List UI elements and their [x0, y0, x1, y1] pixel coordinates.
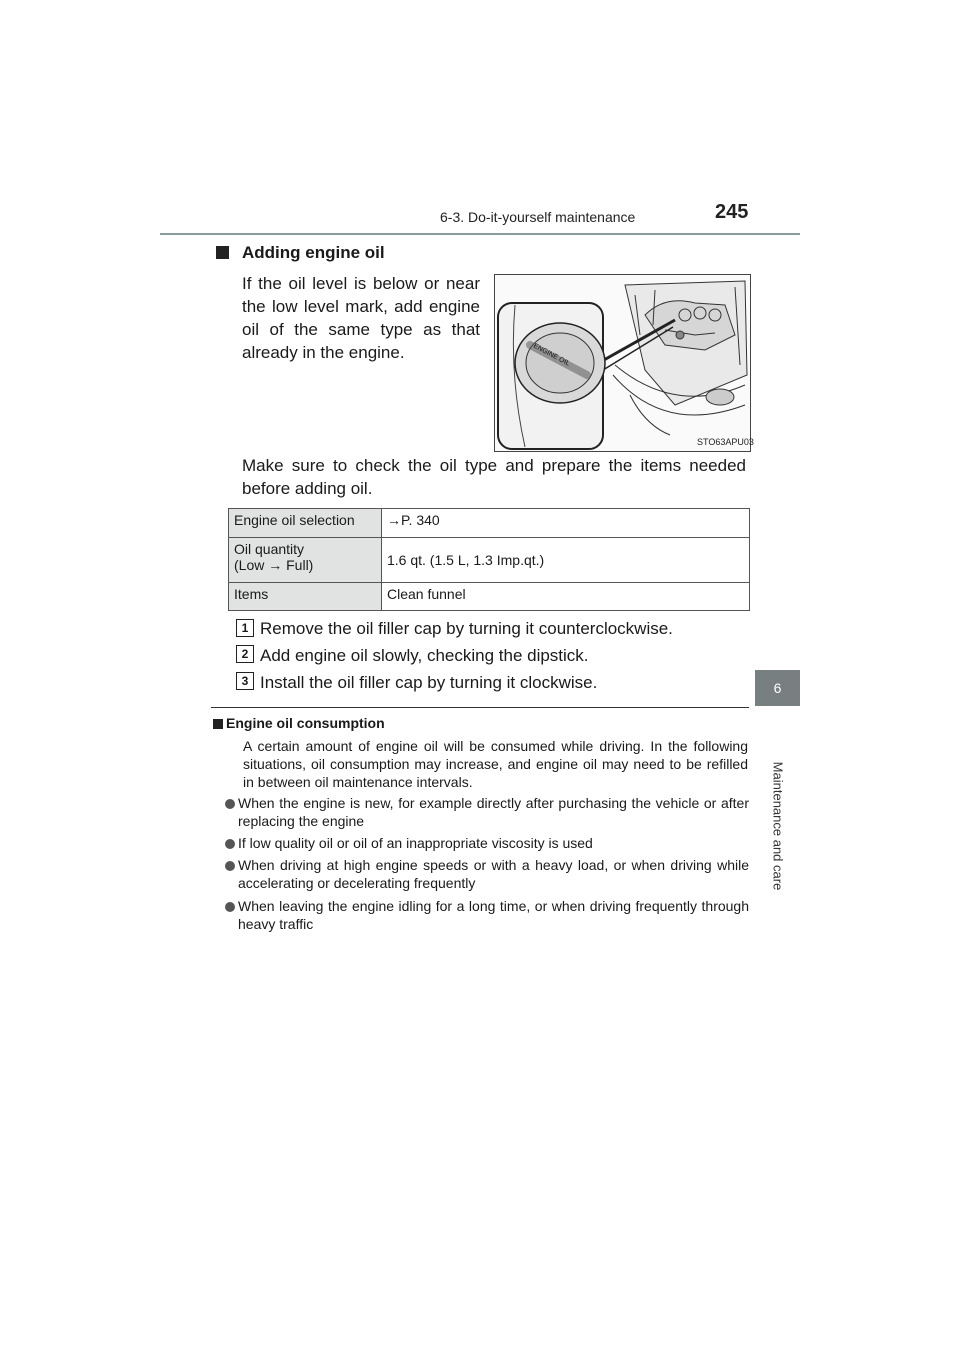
oil-spec-table [228, 508, 750, 611]
table-value: Clean funnel [382, 583, 750, 611]
table-row [229, 509, 750, 538]
table-value: →P. 340 [382, 509, 750, 538]
chapter-tab-label [755, 706, 800, 946]
note-square-bullet [213, 719, 223, 729]
step-number-box: 1 [236, 619, 254, 637]
chapter-number: 6 [773, 680, 782, 696]
bullet-dot [225, 839, 235, 849]
bullet-dot [225, 799, 235, 809]
bullet-text: If low quality oil or oil of an inappropriate viscosity is used [238, 835, 593, 851]
cap-engine-oil-text: ENGINE OIL [532, 342, 571, 368]
bullet-text: When driving at high engine speeds or with a heavy load, or when driving while accelerating or decelerating frequently [238, 857, 749, 891]
table-row [229, 583, 750, 611]
header-divider [160, 233, 800, 235]
bullet-text: When the engine is new, for example directly after purchasing the vehicle or after replacing the engine [238, 795, 749, 829]
check-paragraph: Make sure to check the oil type and prepare the items needed before adding oil. [242, 456, 746, 498]
table-key-line: Oil quantity [234, 541, 305, 557]
page-number: 245 [715, 201, 749, 223]
heading-square-bullet [216, 246, 229, 259]
bullet-dot [225, 902, 235, 912]
table-key-line: (Low → Full) [234, 557, 314, 573]
note-title: Engine oil consumption [226, 715, 385, 731]
header-section-title: 6-3. Do-it-yourself maintenance [440, 209, 636, 225]
table-value: 1.6 qt. (1.5 L, 1.3 Imp.qt.) [382, 538, 750, 583]
step-number-box: 3 [236, 672, 254, 690]
step-number-box: 2 [236, 645, 254, 663]
section-divider [211, 707, 749, 708]
table-key: Items [229, 583, 382, 611]
intro-paragraph: If the oil level is below or near the low level mark, add engine oil of the same type as that already in the engine. [242, 274, 480, 362]
step-text: Install the oil filler cap by turning it clockwise. [260, 673, 598, 692]
bullet-dot [225, 861, 235, 871]
chapter-tab-number [755, 670, 800, 706]
table-key: Engine oil selection [229, 509, 382, 538]
section-heading: Adding engine oil [242, 243, 385, 262]
engine-oil-cap-illustration [494, 274, 751, 452]
note-paragraph: A certain amount of engine oil will be consumed while driving. In the following situations, oil consumption may increase, and engine oil may need to be refilled in between oil maintenance intervals. [243, 738, 748, 790]
table-key [229, 538, 382, 583]
step-text: Add engine oil slowly, checking the dipstick. [260, 646, 589, 665]
engine-bay-drawing [495, 275, 750, 451]
figure-code: STO63APU03 [697, 437, 754, 447]
table-row [229, 538, 750, 583]
step-text: Remove the oil filler cap by turning it counterclockwise. [260, 619, 673, 638]
chapter-title: Maintenance and care [770, 761, 785, 891]
bullet-text: When leaving the engine idling for a long time, or when driving frequently through heavy traffic [238, 898, 749, 932]
